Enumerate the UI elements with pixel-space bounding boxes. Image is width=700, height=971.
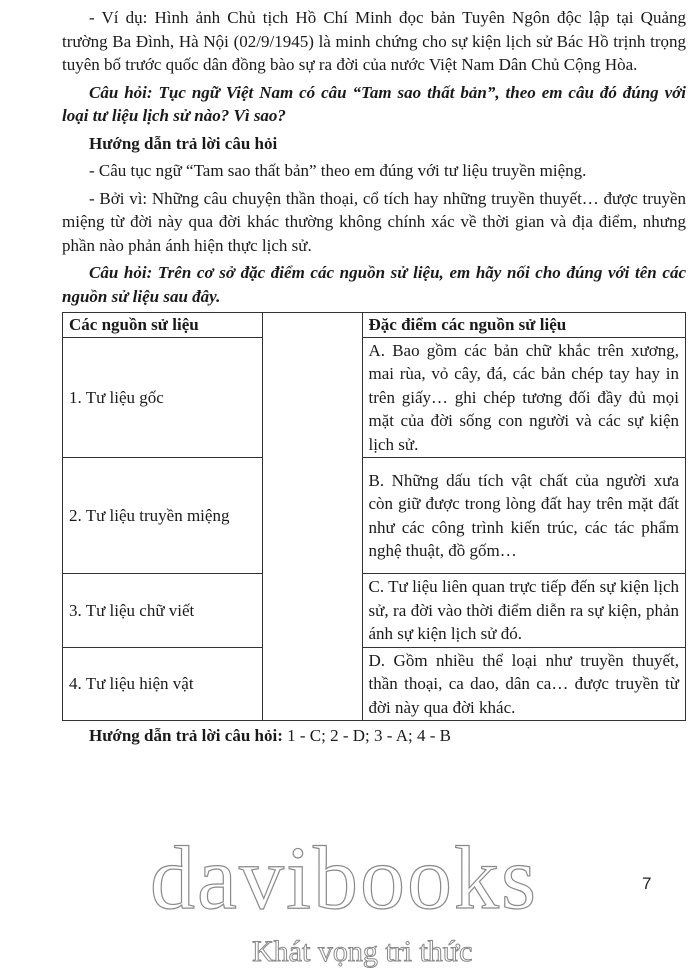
table-header-row — [63, 313, 686, 338]
brand-tagline: Khát vọng tri thức — [252, 935, 473, 968]
answer-2 — [62, 724, 686, 748]
page-content — [62, 6, 686, 748]
table-row — [63, 458, 686, 574]
feature-cell: C. Tư liệu liên quan trực tiếp đến sự kiện lịch sử, ra đời vào thời điểm diễn ra sự kiện, phản ánh sự kiện lịch sử đó. — [362, 574, 685, 648]
feature-cell: A. Bao gồm các bản chữ khắc trên xương, mai rùa, vỏ cây, đá, các bản chép tay hay in trên giấy… ghi chép tương đối đầy đủ mọi mặt của đời sống con người và các sự kiện lịch sử. — [362, 337, 685, 458]
feature-cell: B. Những dấu tích vật chất của người xưa còn giữ được trong lòng đất hay trên mặt đất như các công trình kiến trúc, các tác phẩm nghệ thuật, đồ gốm… — [362, 458, 685, 574]
header-spacer — [262, 313, 362, 338]
page-number: 7 — [642, 874, 652, 893]
spacer-cell — [262, 458, 362, 574]
header-sources: Các nguồn sử liệu — [63, 313, 263, 338]
answer-1b: - Bởi vì: Những câu chuyện thần thoại, cổ tích hay những truyền thuyết… được truyền miệng từ đời này qua đời khác thường không chính xác về thời gian và địa điểm, nhưng phần nào phản ánh hiện thực lịch sử. — [62, 188, 686, 255]
question-2: Câu hỏi: Trên cơ sở đặc điểm các nguồn sử liệu, em hãy nối cho đúng với tên các nguồn sử liệu sau đây. — [62, 263, 686, 306]
guide-heading: Hướng dẫn trả lời câu hỏi — [89, 133, 278, 153]
brand-watermark: davibooks — [150, 829, 538, 928]
source-cell: 4. Tư liệu hiện vật — [63, 647, 263, 721]
feature-cell: D. Gồm nhiều thể loại như truyền thuyết, thần thoại, ca dao, dân ca… được truyền từ đời này qua đời khác. — [362, 647, 685, 721]
example-paragraph: - Ví dụ: Hình ảnh Chủ tịch Hồ Chí Minh đọc bản Tuyên Ngôn độc lập tại Quảng trường Ba Đình, Hà Nội (02/9/1945) là minh chứng cho sự kiện lịch sử Bác Hồ trịnh trọng tuyên bố trước quốc dân đồng bào sự ra đời của nước Việt Nam Dân Chủ Cộng Hòa. — [62, 8, 686, 74]
question-1: Câu hỏi: Tục ngữ Việt Nam có câu “Tam sao thất bản”, theo em câu đó đúng với loại tư liệu lịch sử nào? Vì sao? — [62, 82, 686, 125]
header-features: Đặc điểm các nguồn sử liệu — [362, 313, 685, 338]
matching-table — [62, 312, 686, 721]
source-cell: 2. Tư liệu truyền miệng — [63, 458, 263, 574]
answer-2-label: Hướng dẫn trả lời câu hỏi: — [89, 726, 283, 745]
answer-2-value: 1 - C; 2 - D; 3 - A; 4 - B — [282, 726, 451, 745]
answer-1a: - Câu tục ngữ “Tam sao thất bản” theo em đúng với tư liệu truyền miệng. — [89, 161, 587, 180]
table-row — [63, 337, 686, 458]
table-row — [63, 574, 686, 648]
spacer-cell — [262, 337, 362, 458]
spacer-cell — [262, 574, 362, 648]
spacer-cell — [262, 647, 362, 721]
source-cell: 1. Tư liệu gốc — [63, 337, 263, 458]
source-cell: 3. Tư liệu chữ viết — [63, 574, 263, 648]
table-row — [63, 647, 686, 721]
